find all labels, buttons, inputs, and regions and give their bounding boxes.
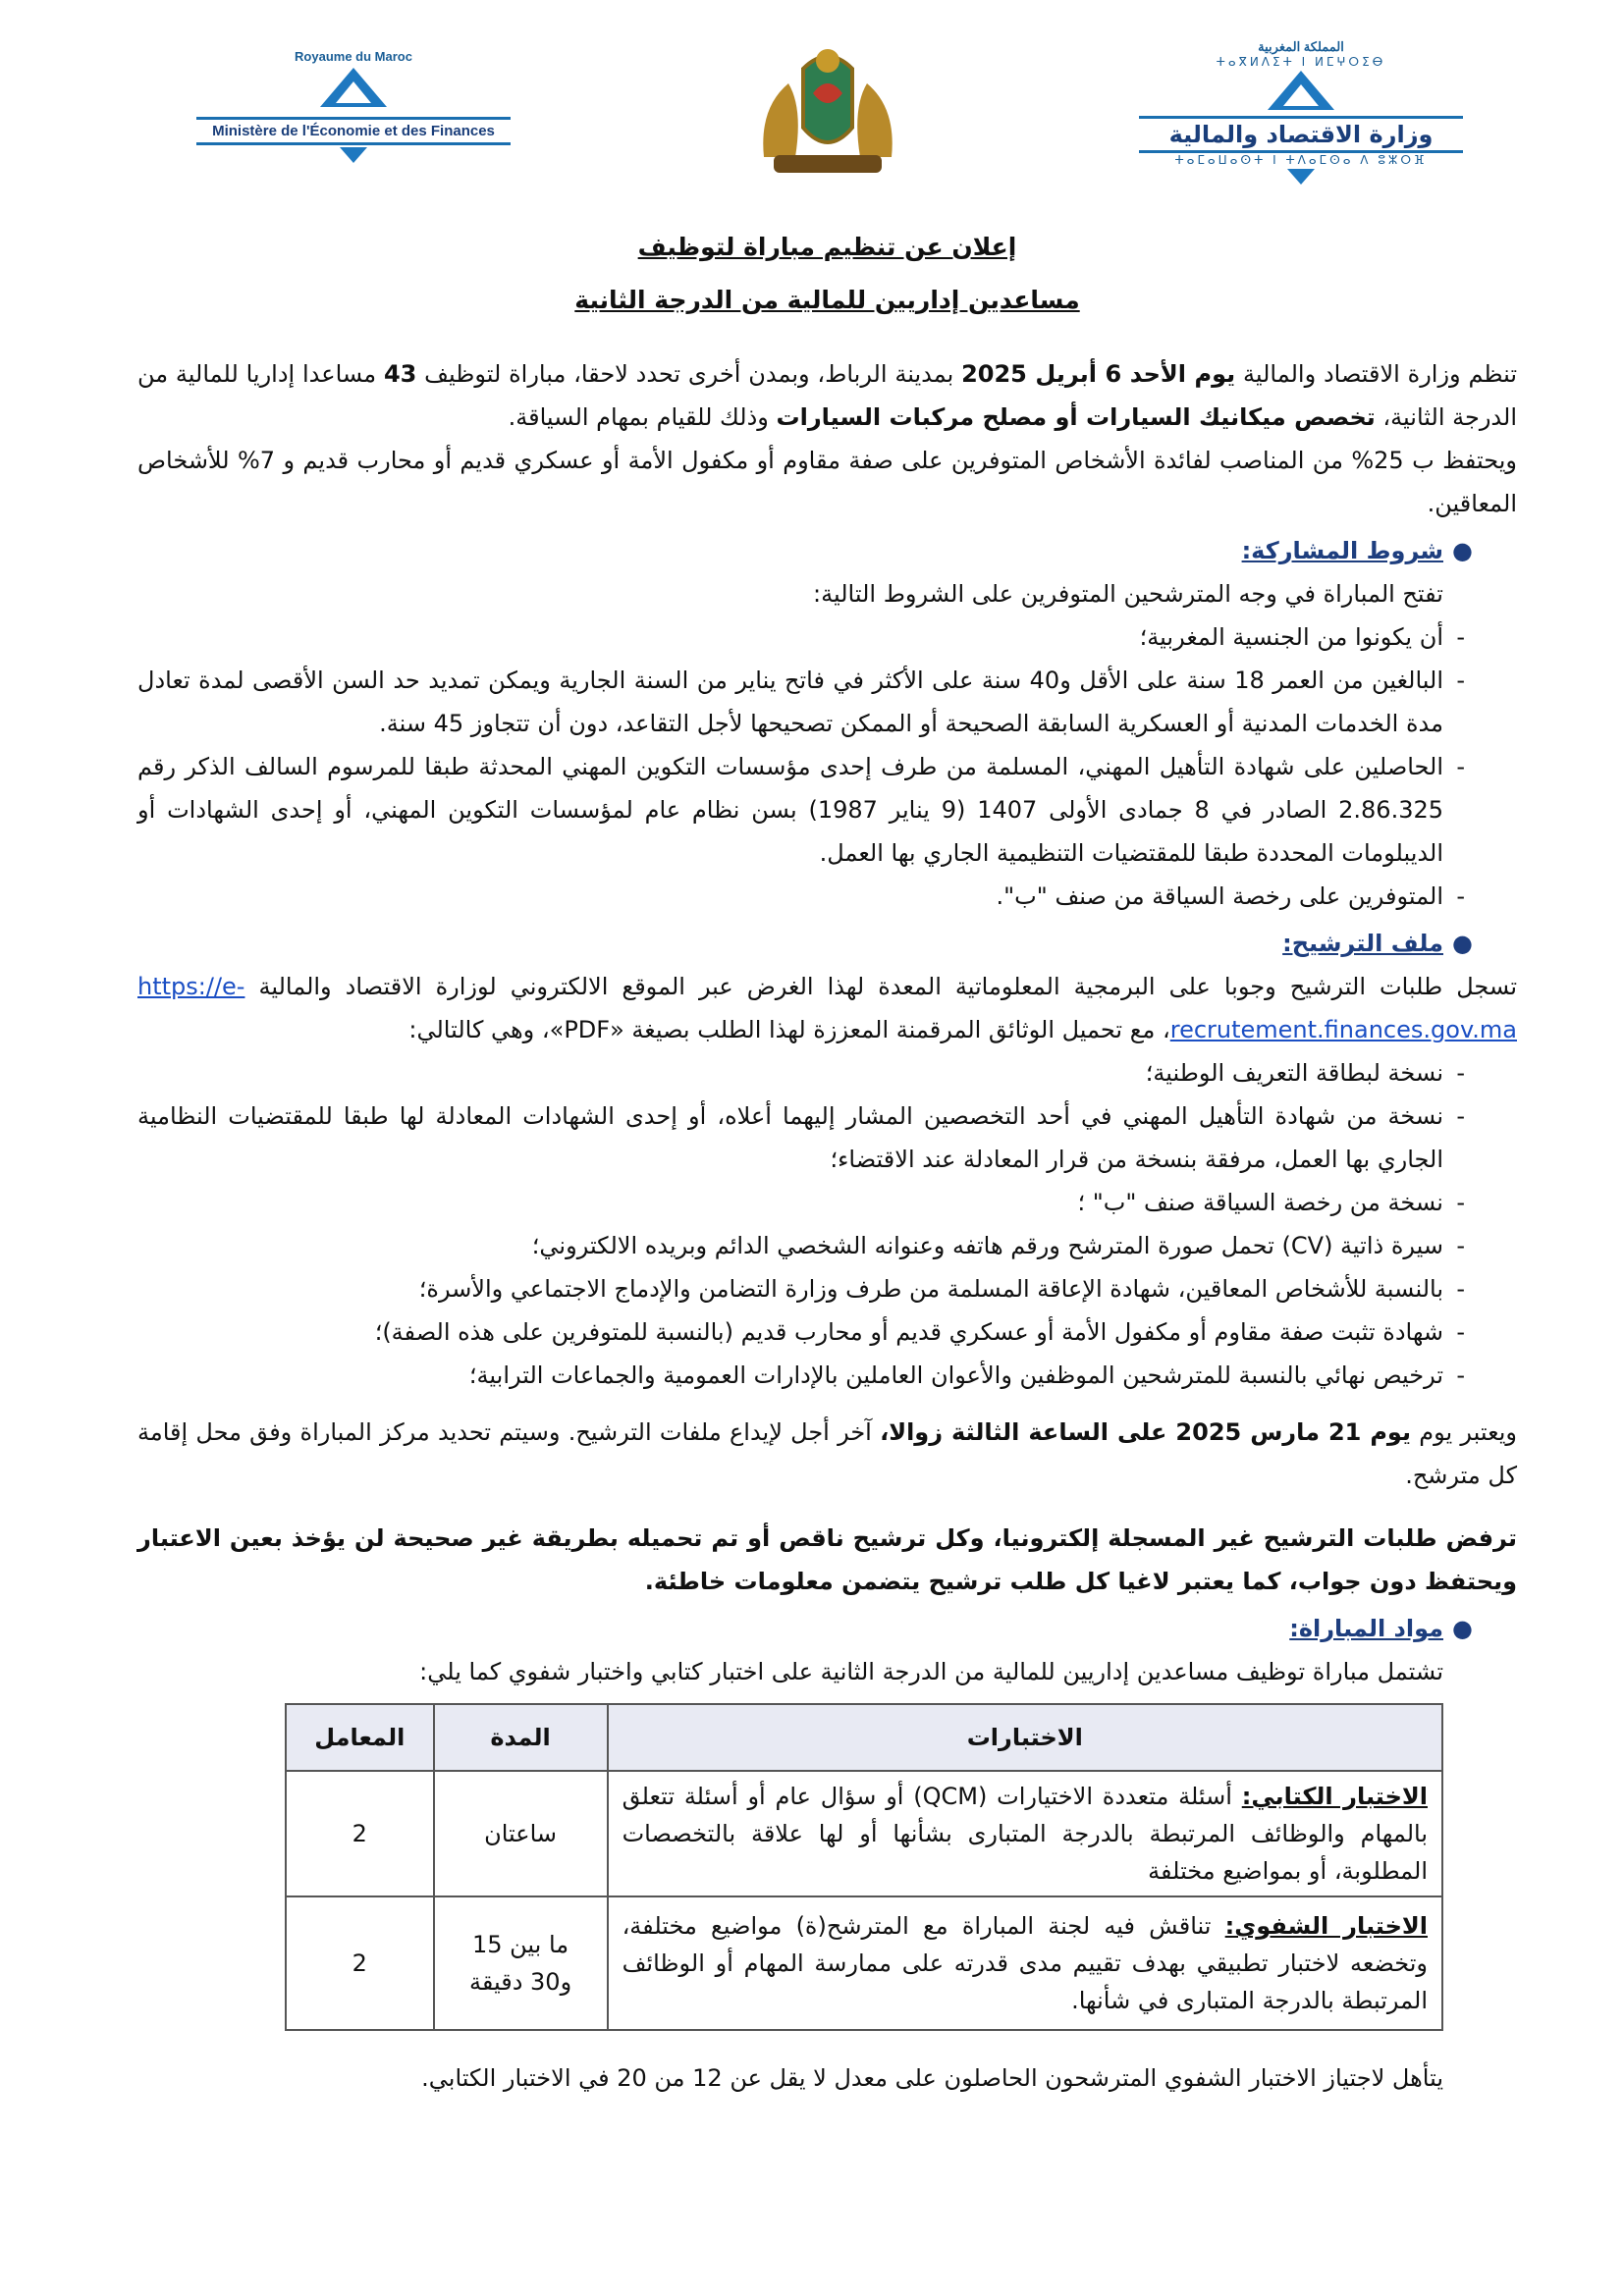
recruitment-site-link[interactable]: https://e-recrutement.finances.gov.ma	[137, 973, 1517, 1043]
exam-duration: ساعتان	[434, 1771, 608, 1896]
chevron-down-icon	[334, 145, 373, 165]
bullet-icon: ●	[1452, 930, 1473, 957]
list-item: - المتوفرين على رخصة السياقة من صنف "ب".	[137, 875, 1443, 918]
bullet-icon: ●	[1452, 537, 1473, 564]
ministry-logo-ar	[1139, 39, 1463, 196]
deadline-paragraph: ويعتبر يوم يوم 21 مارس 2025 على الساعة الثالثة زوالا، آخر أجل لإيداع ملفات الترشيح. وسيتم تحديد مركز المباراة وفق محل إقامة كل مترشح.	[137, 1418, 1517, 1489]
subjects-lead: تشتمل مباراة توظيف مساعدين إداريين للمالية من الدرجة الثانية على اختبار كتابي واختبار شفوي كما يلي:	[419, 1658, 1443, 1685]
list-item: - نسخة من شهادة التأهيل المهني في أحد التخصصين المشار إليهما أعلاه، أو إحدى الشهادات المعادلة لها طبقا للمقتضيات النظامية الجاري بها العمل، مرفقة بنسخة من قرار المعادلة عند الاقتضاء؛	[137, 1095, 1443, 1181]
kingdom-label-fr: Royaume du Maroc	[295, 49, 412, 64]
list-item: - نسخة من رخصة السياقة صنف "ب" ؛	[137, 1181, 1443, 1224]
exam-duration: ما بين 15 و30 دقيقة	[434, 1896, 608, 2030]
documents-list	[137, 1051, 1517, 1397]
exam-coefficient: 2	[286, 1771, 434, 1896]
ministry-name-tifinagh: ⵜⴰⵎⴰⵡⴰⵙⵜ ⵏ ⵜⴷⴰⵎⵙⴰ ⴷ ⵓⵣⵔⴼ	[1174, 153, 1428, 167]
ministry-name-ar: وزارة الاقتصاد والمالية	[1139, 116, 1463, 153]
list-item: - شهادة تثبت صفة مقاوم أو مكفول الأمة أو عسكري قديم أو محارب قديم (بالنسبة للمتوفرين على هذه الصفة)؛	[137, 1310, 1443, 1354]
header-coefficient: المعامل	[286, 1704, 434, 1771]
kingdom-label-ar: المملكة المغربية	[1258, 39, 1344, 54]
conditions-list	[137, 615, 1517, 918]
exam-coefficient: 2	[286, 1896, 434, 2030]
exams-table	[285, 1703, 1443, 2031]
announcement-title: إعلان عن تنظيم مباراة لتوظيف	[637, 233, 1017, 261]
bullet-icon: ●	[1452, 1615, 1473, 1642]
list-item: - الحاصلين على شهادة التأهيل المهني، المسلمة من طرف إحدى مؤسسات التكوين المهني المحدثة طبقا للمرسوم السالف الذكر رقم 2.86.325 الصادر في 8 جمادى الأولى 1407 (9 يناير 1987) بسن نظام عام لمؤسسات التكوين المهني، أو إحدى الشهادات أو الديبلومات المحددة طبقا للمقتضيات التنظيمية الجاري بها العمل.	[137, 745, 1443, 875]
exam-description: الاختبار الكتابي: أسئلة متعددة الاختيارات (QCM) أو سؤال عام أو أسئلة تتعلق بالمهام والوظائف المرتبطة بالدرجة المتبارى بشأنها أو لها علاقة بالتخصصات المطلوبة، أو بمواضيع مختلفة	[608, 1771, 1442, 1896]
subjects-heading: ● مواد المباراة:	[137, 1607, 1517, 1650]
announcement-body	[137, 221, 1517, 2100]
table-header-row	[286, 1704, 1442, 1771]
rejection-warning: ترفض طلبات الترشيح غير المسجلة إلكترونيا، وكل ترشيح ناقص أو تم تحميله بطريقة غير صحيحة لن يؤخذ بعين الاعتبار ويحتفظ دون جواب، كما يعتبر لاغيا كل طلب ترشيح يتضمن معلومات خاطئة.	[137, 1524, 1517, 1595]
list-item: - البالغين من العمر 18 سنة على الأقل و40 سنة على الأكثر في فاتح يناير من السنة الجارية ويمكن تمديد حد السن الأقصى لمدة تعادل مدة الخدمات المدنية أو العسكرية السابقة الصحيحة أو الممكن تصحيحها لأجل التقاعد، دون أن تتجاوز 45 سنة.	[137, 659, 1443, 745]
header-duration: المدة	[434, 1704, 608, 1771]
list-item: - ترخيص نهائي بالنسبة للمترشحين الموظفين والأعوان العاملين بالإدارات العمومية والجماعات الترابية؛	[137, 1354, 1443, 1397]
letterhead	[0, 29, 1624, 196]
chevron-down-icon	[1281, 167, 1321, 187]
specialty: تخصص ميكانيك السيارات أو مصلح مركبات السيارات	[776, 403, 1376, 431]
royal-coat-of-arms-icon	[734, 39, 921, 187]
intro-paragraph: تنظم وزارة الاقتصاد والمالية يوم الأحد 6 أبريل 2025 بمدينة الرباط، وبمدن أخرى تحدد لاحقا، مباراة لتوظيف 43 مساعدا إداريا للمالية من الدرجة الثانية، تخصص ميكانيك السيارات أو مصلح مركبات السيارات وذلك للقيام بمهام السياقة.	[137, 360, 1518, 431]
list-item: - نسخة لبطاقة التعريف الوطنية؛	[137, 1051, 1443, 1095]
file-lead: تسجل طلبات الترشيح وجوبا على البرمجية المعلوماتية المعدة لهذا الغرض عبر الموقع الالكتروني لوزارة الاقتصاد والمالية https://e-recrutement.finances.gov.ma، مع تحميل الوثائق المرقمنة المعززة لهذا الطلب بصيغة «PDF»، وهي كالتالي:	[137, 973, 1517, 1043]
conditions-heading: ● شروط المشاركة:	[137, 529, 1517, 572]
ministry-emblem-icon	[295, 64, 412, 111]
table-row	[286, 1896, 1442, 2030]
file-heading: ● ملف الترشيح:	[137, 922, 1517, 965]
kingdom-label-tifinagh: ⵜⴰⴳⵍⴷⵉⵜ ⵏ ⵍⵎⵖⵔⵉⴱ	[1216, 55, 1386, 69]
ministry-emblem-icon	[1242, 69, 1360, 112]
ministry-logo-fr	[196, 49, 511, 196]
header-exams: الاختبارات	[608, 1704, 1442, 1771]
positions-count: 43	[383, 360, 417, 388]
conditions-lead: تفتح المباراة في وجه المترشحين المتوفرين على الشروط التالية:	[813, 580, 1443, 608]
announcement-subtitle: مساعدين إداريين للمالية من الدرجة الثانية	[574, 286, 1080, 314]
qualification-note: يتأهل لاجتياز الاختبار الشفوي المترشحون الحاصلون على معدل لا يقل عن 12 من 20 في الاختبار الكتابي.	[421, 2064, 1443, 2092]
exam-description: الاختبار الشفوي: تناقش فيه لجنة المباراة مع المترشح(ة) مواضيع مختلفة، وتخضعه لاختبار تطبيقي بهدف تقييم مدى قدرته على ممارسة المهام أو الوظائف المرتبطة بالدرجة المتبارى في شأنها.	[608, 1896, 1442, 2030]
list-item: - سيرة ذاتية (CV) تحمل صورة المترشح ورقم هاتفه وعنوانه الشخصي الدائم وبريده الالكتروني؛	[137, 1224, 1443, 1267]
list-item: - بالنسبة للأشخاص المعاقين، شهادة الإعاقة المسلمة من طرف وزارة التضامن والإدماج الاجتماعي والأسرة؛	[137, 1267, 1443, 1310]
ministry-name-fr: Ministère de l'Économie et des Finances	[196, 117, 511, 145]
list-item: - أن يكونوا من الجنسية المغربية؛	[137, 615, 1443, 659]
deadline-date: يوم 21 مارس 2025 على الساعة الثالثة زوالا،	[880, 1418, 1411, 1446]
quota-paragraph: ويحتفظ ب 25% من المناصب لفائدة الأشخاص المتوفرين على صفة مقاوم أو مكفول الأمة أو عسكري قديم أو محارب قديم و 7% للأشخاص المعاقين.	[137, 447, 1517, 517]
table-row	[286, 1771, 1442, 1896]
exam-date: يوم الأحد 6 أبريل 2025	[961, 360, 1236, 388]
